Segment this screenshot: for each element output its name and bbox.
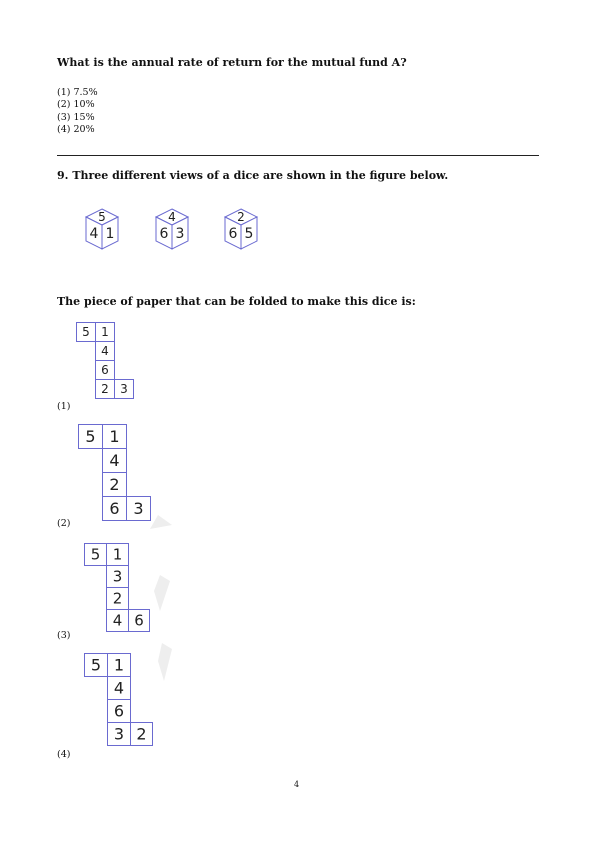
option-4: (4) 20% (57, 123, 95, 135)
net-1-cell: 4 (101, 344, 109, 358)
dice-view-1 (86, 209, 118, 249)
dice-view-3-top: 2 (237, 210, 245, 224)
dice-view-1-left: 4 (89, 226, 99, 242)
dice-view-2-top: 4 (168, 210, 176, 224)
net-4 (84, 653, 154, 748)
page-number: 4 (294, 780, 300, 789)
net-4-cell: 5 (90, 655, 102, 675)
net-1-cell: 3 (120, 382, 128, 396)
dice-view-1-top: 5 (98, 210, 106, 224)
net-4-label: (4) (57, 749, 71, 760)
dice-view-3 (225, 209, 257, 249)
net-2-cell: 1 (109, 427, 120, 446)
net-4-cell: 3 (113, 724, 125, 744)
net-2 (78, 424, 152, 522)
dice-views (80, 205, 280, 257)
net-1 (76, 322, 136, 400)
net-3-cell: 3 (112, 567, 123, 586)
dice-view-3-left: 6 (228, 226, 238, 242)
net-2-cell: 2 (109, 475, 120, 494)
net-4-cell: 4 (113, 678, 125, 698)
net-2-cell: 6 (109, 499, 120, 518)
option-3: (3) 15% (57, 111, 95, 123)
net-3-cell: 4 (112, 611, 123, 630)
dice-view-2-right: 3 (175, 226, 185, 242)
net-1-cell: 2 (101, 382, 109, 396)
subquestion-text: The piece of paper that can be folded to make this dice is: (57, 295, 416, 308)
net-1-cell: 1 (101, 325, 109, 339)
answer-options (57, 87, 98, 136)
net-4-cell: 6 (113, 701, 125, 721)
net-1-cell: 6 (101, 363, 109, 377)
net-3-cell: 5 (90, 545, 101, 564)
dice-view-1-right: 1 (105, 226, 115, 242)
dice-view-2 (156, 209, 188, 249)
net-2-cell: 5 (85, 427, 96, 446)
net-4-cell: 2 (136, 724, 147, 744)
net-3-cell: 2 (112, 589, 123, 608)
net-2-label: (2) (57, 518, 71, 529)
option-1: (1) 7.5% (57, 87, 98, 98)
dice-view-3-right: 5 (244, 226, 254, 242)
net-2-cell: 4 (109, 451, 120, 470)
net-3 (84, 543, 150, 635)
section-divider (57, 155, 539, 156)
dice-view-2-left: 6 (159, 226, 169, 242)
question-text: What is the annual rate of return for the mutual fund A? (57, 56, 407, 69)
net-1-label: (1) (57, 401, 71, 412)
net-2-cell: 3 (133, 499, 144, 518)
option-2: (2) 10% (57, 99, 95, 111)
question-9-title: 9. Three different views of a dice are shown in the figure below. (57, 169, 449, 182)
net-3-cell: 1 (112, 545, 123, 564)
net-3-cell: 6 (134, 611, 144, 630)
net-4-cell: 1 (113, 655, 125, 675)
net-1-cell: 5 (82, 325, 90, 339)
net-3-label: (3) (57, 630, 71, 641)
